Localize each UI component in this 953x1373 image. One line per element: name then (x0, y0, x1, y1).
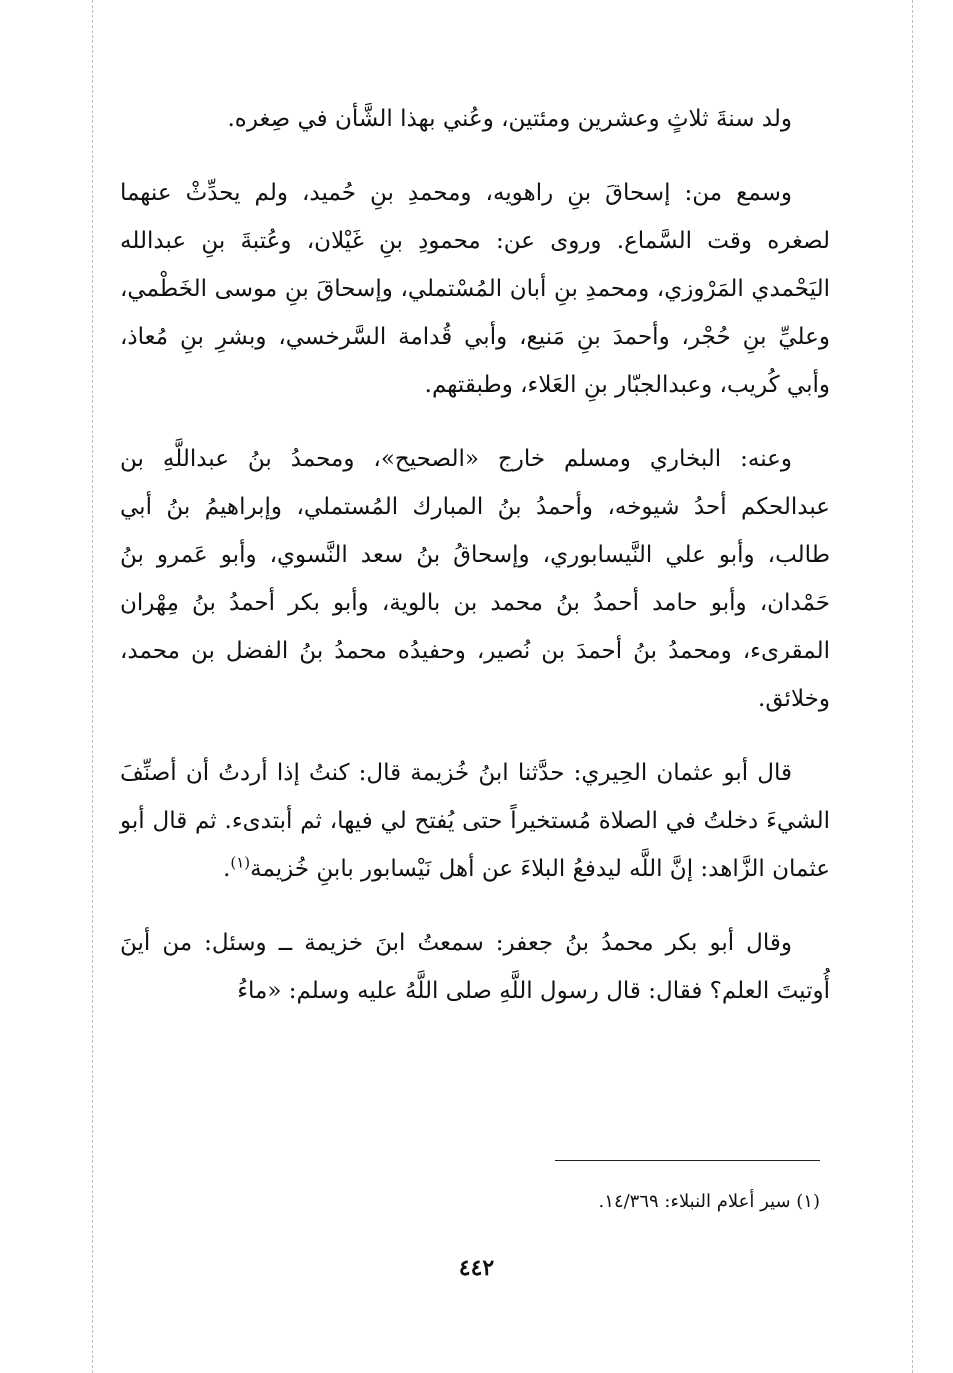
paragraph-quote-text: قال أبو عثمان الحِيري: حدَّثنا ابنُ خُزيمة قال: كنتُ إذا أردتُ أن أصنِّفَ الشيءَ دخلتُ في الصلاة مُستخيراً حتى يُفتح لي فيها، ثم أبتدىء. ثم قال أبو عثمان الزَّاهد: إنَّ اللَّه ليدفعُ البلاءَ عن أهل نَيْسابور بابنِ خُزيمة (120, 760, 830, 882)
page-guide-right (912, 0, 913, 1373)
footnote-reference[interactable]: (١) (230, 853, 251, 872)
paragraph-knowledge: وقال أبو بكر محمدُ بنُ جعفر: سمعتُ ابنَ خزيمة ــ وسئل: من أينَ أُوتيتَ العلم؟ فقال: قال رسول اللَّهِ صلى اللَّهُ عليه وسلم: «ماءُ (120, 930, 830, 1004)
paragraph-birth: ولد سنةَ ثلاثٍ وعشرين ومئتين، وعُني بهذا الشَّأن في صِغره. (227, 106, 792, 132)
footnote: (١) سير أعلام النبلاء: ١٤/٣٦٩. (598, 1191, 820, 1212)
paragraph-quote (120, 749, 830, 893)
footnote-divider (555, 1160, 820, 1161)
page-guide-left (92, 0, 93, 1373)
paragraph-teachers: وسمع من: إسحاقَ بنِ راهويه، ومحمدِ بنِ حُميد، ولم يحدِّثْ عنهما لصغره وقت السَّماع. وروى عن: محمودِ بنِ غَيْلان، وعُتبةَ بنِ عبدالله اليَحْمدي المَرْوزي، ومحمدِ بنِ أبان المُسْتملي، وإسحاقَ بنِ موسى الخَطْمي، وعليِّ بنِ حُجْر، وأحمدَ بنِ مَنيع، وأبي قُدامة السَّرخسي، وبشرِ بنِ مُعاذ، وأبي كُريب، وعبدالجبّار بنِ العَلاء، وطبقتهم. (120, 180, 830, 398)
paragraph-students: وعنه: البخاري ومسلم خارج «الصحيح»، ومحمدُ بنُ عبداللَّهِ بن عبدالحكم أحدُ شيوخه، وأحمدُ بنُ المبارك المُستملي، وإبراهيمُ بنُ أبي طالب، وأبو علي النَّيسابوري، وإسحاقُ بنُ سعد النَّسوي، وأبو عَمرو بنُ حَمْدان، وأبو حامد أحمدُ بنُ محمد بن بالوية، وأبو بكر أحمدُ بنُ مِهْران المقرىء، ومحمدُ بنُ أحمدَ بن نُصير، وحفيدُه محمدُ بنُ الفضل بن محمد، وخلائق. (120, 446, 830, 712)
page-number: ٤٤٢ (458, 1255, 495, 1281)
page-body (120, 95, 830, 1015)
paragraph-quote-tail: . (223, 856, 231, 882)
